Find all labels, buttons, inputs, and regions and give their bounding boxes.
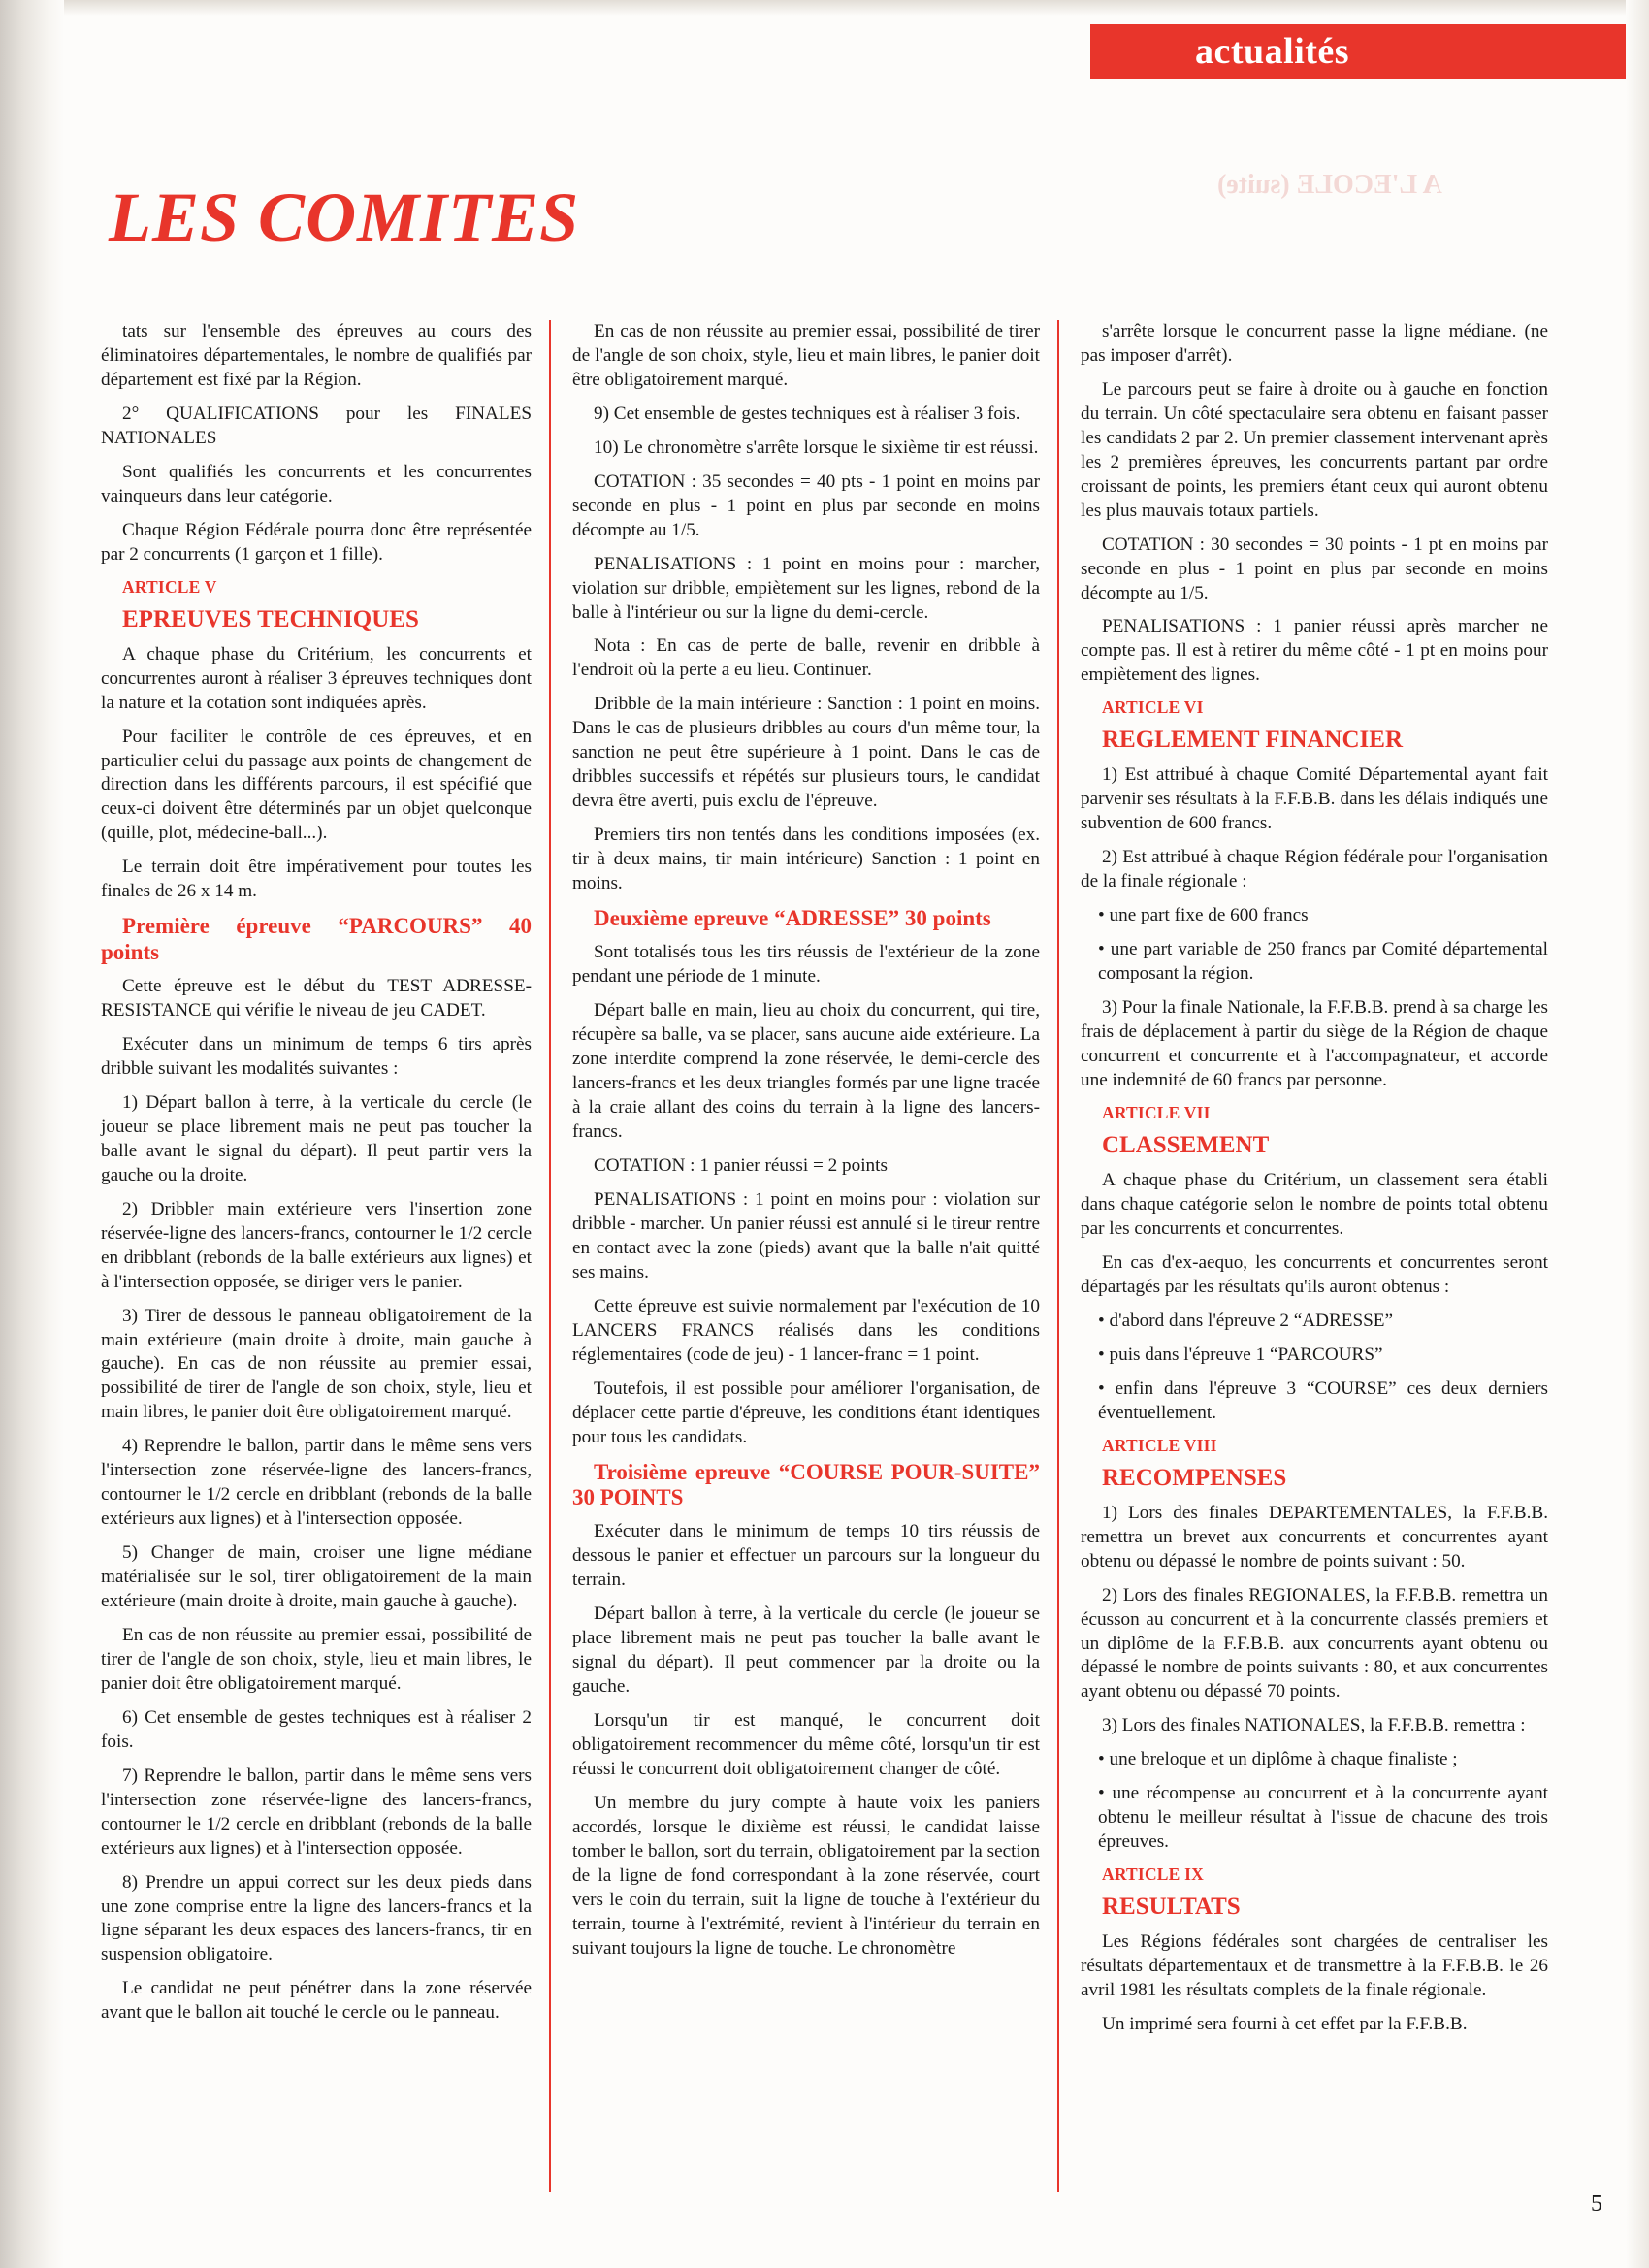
bullet-item: • puis dans l'épreuve 1 “PARCOURS” xyxy=(1098,1344,1383,1365)
bullet-item: • une part fixe de 600 francs xyxy=(1098,905,1309,926)
body-paragraph: COTATION : 1 panier réussi = 2 points xyxy=(594,1155,888,1177)
body-paragraph: PENALISATIONS : 1 panier réussi après marcher ne compte pas. Il est à retirer du même côté - 1 pt en moins pour empiètement des lignes. xyxy=(1081,616,1548,686)
bullet-item: • une breloque et un diplôme à chaque finaliste ; xyxy=(1098,1749,1458,1770)
body-paragraph: 4) Reprendre le ballon, partir dans le même sens vers l'intersection zone réservée-ligne des lancers-francs, contourner le 1/2 cercle en dribblant (rebonds de la balle extérieurs aux lignes) et à l'intersection opposée. xyxy=(101,1436,532,1530)
event-heading: Troisième epreuve “COURSE POUR-SUITE” 30 POINTS xyxy=(572,1459,1040,1509)
body-paragraph: 2) Est attribué à chaque Région fédérale pour l'organisation de la finale régionale : xyxy=(1081,847,1548,892)
scan-right-edge xyxy=(1626,0,1649,2268)
article-heading: RECOMPENSES xyxy=(1102,1464,1287,1491)
body-paragraph: COTATION : 30 secondes = 30 points - 1 pt en moins par seconde en plus - 1 point en plus par seconde en moins décompte au 1/5. xyxy=(1081,534,1548,603)
body-paragraph: 6) Cet ensemble de gestes techniques est à réaliser 2 fois. xyxy=(101,1706,532,1752)
body-paragraph: Les Régions fédérales sont chargées de centraliser les résultats départementaux et de transmettre à la F.F.B.B. le 26 avril 1981 les résultats complets de la finale régionale. xyxy=(1081,1931,1548,2001)
body-paragraph: Sont totalisés tous les tirs réussis de l'extérieur de la zone pendant une période de 1 minute. xyxy=(572,942,1040,988)
body-paragraph: 8) Prendre un appui correct sur les deux pieds dans une zone comprise entre la ligne des lancers-francs et la ligne séparant les deux espaces des lancers-francs, tir en suspension obligatoire. xyxy=(101,1871,532,1965)
article-heading: CLASSEMENT xyxy=(1102,1132,1270,1159)
column-2 xyxy=(549,320,1057,2192)
bullet-item: • une part variable de 250 francs par Comité départemental composant la région. xyxy=(1098,939,1548,985)
body-paragraph: PENALISATIONS : 1 point en moins pour : marcher, violation sur dribble, empiètement sur les lignes, rebond de la balle à l'intérieur ou sur la ligne du demi-cercle. xyxy=(572,553,1040,623)
column-1 xyxy=(101,320,549,2192)
body-paragraph: 1) Lors des finales DEPARTEMENTALES, la F.F.B.B. remettra un brevet aux concurrents et concurrentes ayant obtenu ou dépassé le nombre de points suivant : 50. xyxy=(1081,1502,1548,1571)
body-paragraph: Nota : En cas de perte de balle, revenir en dribble à l'endroit où la perte a eu lieu. Continuer. xyxy=(572,635,1040,681)
body-paragraph: Exécuter dans un minimum de temps 6 tirs après dribble suivant les modalités suivantes : xyxy=(101,1034,532,1079)
body-paragraph: s'arrête lorsque le concurrent passe la ligne médiane. (ne pas imposer d'arrêt). xyxy=(1081,321,1548,366)
page-number: 5 xyxy=(1591,2191,1602,2217)
body-paragraph: Le parcours peut se faire à droite ou à gauche en fonction du terrain. Un côté spectaculaire sera obtenu en faisant passer les candidats 2 par 2. Un premier classement intervenant après les 2 premières épreuves, les concurrents partant par ordre croissant de points, les premiers étant ceux qui auront obtenu les plus mauvais totaux partiels. xyxy=(1081,378,1548,521)
bullet-item: • une récompense au concurrent et à la concurrente ayant obtenu le meilleur résultat à l'issue de chacune des trois épreuves. xyxy=(1098,1783,1548,1853)
body-paragraph: 10) Le chronomètre s'arrête lorsque le sixième tir est réussi. xyxy=(594,437,1039,458)
body-paragraph: Un membre du jury compte à haute voix les paniers accordés, lorsque le dixième est réussi, le candidat laisse tomber le ballon, sort du terrain, obligatoirement par la section de la ligne de fond correspondant à la zone réservée, court vers le coin du terrain, suit la ligne de touche à l'extérieur du terrain, tourne à l'extrémité, revient à l'intérieur du terrain en suivant toujours la ligne de touche. Le chronomètre xyxy=(572,1792,1040,1959)
body-paragraph: Le candidat ne peut pénétrer dans la zone réservée avant que le ballon ait touché le cercle ou le panneau. xyxy=(101,1978,532,2024)
body-paragraph: A chaque phase du Critérium, les concurrents et concurrentes auront à réaliser 3 épreuves techniques dont la nature et la cotation sont indiquées après. xyxy=(101,643,532,713)
body-paragraph: Un imprimé sera fourni à cet effet par la F.F.B.B. xyxy=(1102,2014,1468,2035)
body-paragraph: 9) Cet ensemble de gestes techniques est à réaliser 3 fois. xyxy=(594,403,1020,424)
section-banner xyxy=(1090,24,1626,79)
event-heading: Première épreuve “PARCOURS” 40 points xyxy=(101,914,532,964)
body-paragraph: En cas de non réussite au premier essai, possibilité de tirer de l'angle de son choix, style, lieu et main libres, le panier doit être obligatoirement marqué. xyxy=(572,321,1040,390)
body-paragraph: PENALISATIONS : 1 point en moins pour : violation sur dribble - marcher. Un panier réussi est annulé si le tireur rentre en contact avec la zone (pieds) avant que la balle n'ait quitté ses mains. xyxy=(572,1189,1040,1282)
body-paragraph: 3) Lors des finales NATIONALES, la F.F.B.B. remettra : xyxy=(1102,1715,1526,1736)
body-paragraph: Pour faciliter le contrôle de ces épreuves, et en particulier celui du passage aux points de changement de direction dans les différents parcours, il est spécifié que ceux-ci doivent être déterminés par un objet quelconque (quille, plot, médecine-ball...). xyxy=(101,726,532,844)
body-paragraph: Cette épreuve est le début du TEST ADRESSE-RESISTANCE qui vérifie le niveau de jeu CADET. xyxy=(101,976,532,1021)
body-paragraph: 1) Départ ballon à terre, à la verticale du cercle (le joueur se place librement mais ne peut pas toucher la balle avant le signal du départ). Il peut partir vers la gauche ou la droite. xyxy=(101,1091,532,1185)
body-paragraph: En cas de non réussite au premier essai, possibilité de tirer de l'angle de son choix, style, lieu et main libres, le panier doit être obligatoirement marqué. xyxy=(101,1624,532,1694)
article-label: ARTICLE VII xyxy=(1102,1102,1211,1122)
body-paragraph: 3) Pour la finale Nationale, la F.F.B.B. prend à sa charge les frais de déplacement à partir du siège de la Région de chaque concurrent et concurrente et à l'accompagnateur, et accorde une indemnité de 60 francs par personne. xyxy=(1081,997,1548,1090)
article-label: ARTICLE V xyxy=(122,576,217,597)
article-heading: REGLEMENT FINANCIER xyxy=(1102,727,1403,754)
body-paragraph: 2) Lors des finales REGIONALES, la F.F.B.B. remettra un écusson au concurrent et à la concurrente classés premiers et un diplôme de la F.F.B.B. aux concurrents ayant obtenu ou dépassé le nombre de points suivants : 80, et aux concurrentes ayant obtenu ou dépassé 70 points. xyxy=(1081,1584,1548,1702)
column-3 xyxy=(1057,320,1566,2192)
event-heading: Deuxième epreuve “ADRESSE” 30 points xyxy=(594,906,991,931)
body-paragraph: Lorsqu'un tir est manqué, le concurrent doit obligatoirement recommencer du même côté, lorsqu'un tir est réussi le concurrent doit obligatoirement changer de côté. xyxy=(572,1710,1040,1780)
bleed-through-text: A L'ECOLE (suite) xyxy=(1217,170,1442,200)
article-body xyxy=(101,320,1566,2192)
body-paragraph: 7) Reprendre le ballon, partir dans le même sens vers l'intersection zone réservée-ligne des lancers-francs, contourner le 1/2 cercle en dribblant (rebonds de la balle extérieurs aux lignes) et à l'intersection opposée. xyxy=(101,1765,532,1859)
body-paragraph: 3) Tirer de dessous le panneau obligatoirement de la main extérieure (main droite à droite, main gauche à gauche). En cas de non réussite au premier essai, possibilité de tirer de l'angle de son choix, style, lieu et main libres, le panier doit être obligatoirement marqué. xyxy=(101,1305,532,1423)
body-paragraph: 1) Est attribué à chaque Comité Départemental ayant fait parvenir ses résultats à la F.F.B.B. dans les délais indiqués une subvention de 600 francs. xyxy=(1081,764,1548,834)
bullet-item: • enfin dans l'épreuve 3 “COURSE” ces deux derniers éventuellement. xyxy=(1098,1377,1548,1423)
body-paragraph: Exécuter dans le minimum de temps 10 tirs réussis de dessous le panier et effectuer un parcours sur la longueur du terrain. xyxy=(572,1521,1040,1591)
body-paragraph: 2° QUALIFICATIONS pour les FINALES NATIONALES xyxy=(101,403,532,448)
body-paragraph: COTATION : 35 secondes = 40 pts - 1 point en moins par seconde en plus - 1 point en plus par seconde en moins décompte au 1/5. xyxy=(572,470,1040,540)
article-label: ARTICLE VIII xyxy=(1102,1435,1217,1455)
article-heading: EPREUVES TECHNIQUES xyxy=(122,605,419,632)
body-paragraph: Chaque Région Fédérale pourra donc être représentée par 2 concurrents (1 garçon et 1 fille). xyxy=(101,519,532,565)
body-paragraph: Départ ballon à terre, à la verticale du cercle (le joueur se place librement mais ne peut pas toucher la balle avant le signal du départ). Il peut commencer par la droite ou la gauche. xyxy=(572,1604,1040,1698)
body-paragraph: Premiers tirs non tentés dans les conditions imposées (ex. tir à deux mains, tir main intérieure) Sanction : 1 point en moins. xyxy=(572,825,1040,894)
body-paragraph: Départ balle en main, lieu au choix du concurrent, qui tire, récupère sa balle, va se placer, sans aucune aide extérieure. La zone interdite comprend la zone réservée, le demi-cercle des lancers-francs et les deux triangles formés par une ligne tracée à la craie allant des coins du terrain à la ligne des lancers-francs. xyxy=(572,1000,1040,1143)
body-paragraph: Cette épreuve est suivie normalement par l'exécution de 10 LANCERS FRANCS réalisés dans les conditions réglementaires (code de jeu) - 1 lancer-franc = 1 point. xyxy=(572,1295,1040,1365)
body-paragraph: 2) Dribbler main extérieure vers l'insertion zone réservée-ligne des lancers-francs, contourner le 1/2 cercle en dribblant (rebonds de la balle extérieurs aux lignes) et à l'intersection opposée, se diriger vers le panier. xyxy=(101,1198,532,1292)
body-paragraph: En cas d'ex-aequo, les concurrents et concurrentes seront départagés par les résultats qu'ils auront obtenus : xyxy=(1081,1251,1548,1297)
body-paragraph: Toutefois, il est possible pour améliorer l'organisation, de déplacer cette partie d'épreuve, les conditions étant identiques pour tous les candidats. xyxy=(572,1377,1040,1447)
bullet-item: • d'abord dans l'épreuve 2 “ADRESSE” xyxy=(1098,1310,1394,1331)
body-paragraph: Dribble de la main intérieure : Sanction : 1 point en moins. Dans le cas de plusieurs dribbles au cours d'un même tour, la sanction ne peut être supérieure à 1 point. Dans le cas de dribbles successifs et répétés sur plusieurs tours, le candidat devra être averti, puis exclu de l'épreuve. xyxy=(572,694,1040,812)
scan-left-edge xyxy=(0,0,64,2268)
scan-top-edge xyxy=(0,0,1649,16)
body-paragraph: 5) Changer de main, croiser une ligne médiane matérialisée sur le sol, tirer obligatoirement de la main extérieure (main droite à droite, main gauche à gauche). xyxy=(101,1542,532,1612)
body-paragraph: tats sur l'ensemble des épreuves au cours des éliminatoires départementales, le nombre de qualifiés par département est fixé par la Région. xyxy=(101,321,532,390)
section-banner-label: actualités xyxy=(1195,31,1350,72)
article-label: ARTICLE IX xyxy=(1102,1864,1204,1885)
body-paragraph: Sont qualifiés les concurrents et les concurrentes vainqueurs dans leur catégorie. xyxy=(101,461,532,506)
body-paragraph: Le terrain doit être impérativement pour toutes les finales de 26 x 14 m. xyxy=(101,857,532,902)
article-heading: RESULTATS xyxy=(1102,1894,1241,1921)
body-paragraph: A chaque phase du Critérium, un classement sera établi dans chaque catégorie selon le nombre de points total obtenu par les concurrents et concurrentes. xyxy=(1081,1170,1548,1239)
page-title: LES COMITES xyxy=(109,178,580,257)
article-label: ARTICLE VI xyxy=(1102,697,1204,718)
